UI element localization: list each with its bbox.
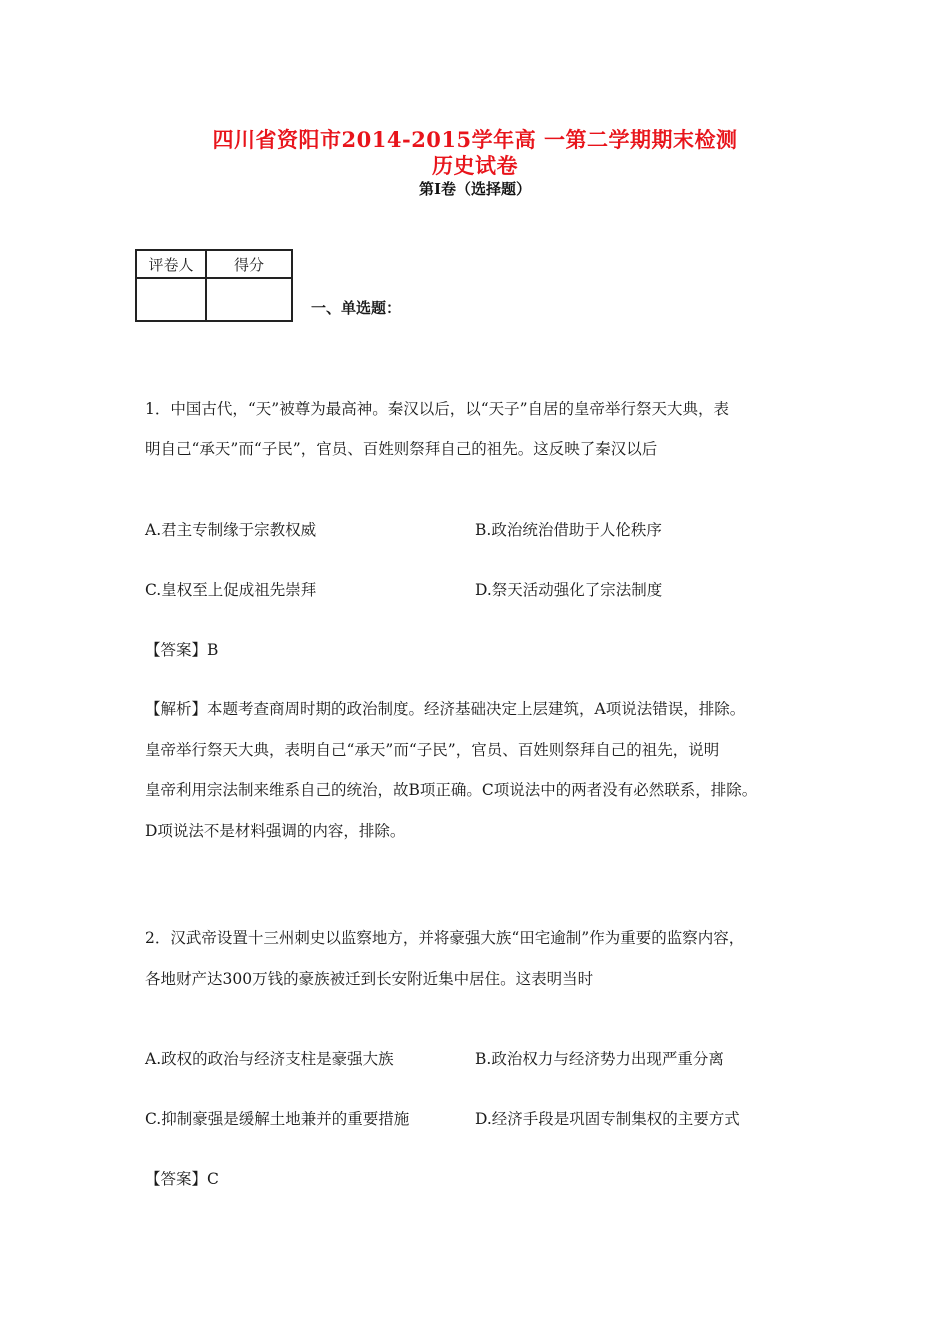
question-1-option-d: D.祭天活动强化了宗法制度 — [475, 581, 663, 599]
question-2-stem-line: 2．汉武帝设置十三州刺史以监察地方，并将豪强大族“田宅逾制”作为重要的监察内容， — [145, 929, 745, 947]
question-1-analysis-line: 皇帝利用宗法制来维系自己的统治，故B项正确。C项说法中的两者没有必然联系，排除。 — [145, 781, 758, 799]
question-1-analysis-line: 皇帝举行祭天大典，表明自己“承天”而“子民”，官员、百姓则祭拜自己的祖先，说明 — [145, 741, 720, 759]
question-2-answer: 【答案】C — [145, 1170, 219, 1188]
question-1-stem-line: 1．中国古代，“天”被尊为最高神。秦汉以后，以“天子”自居的皇帝举行祭天大典，表 — [145, 400, 730, 418]
volume-subtitle: 第Ⅰ卷（选择题） — [418, 180, 532, 198]
exam-subject-title: 历史试卷 — [432, 153, 518, 178]
score-cell[interactable] — [206, 278, 292, 321]
score-header: 得分 — [206, 250, 292, 278]
section-heading: 一、单选题： — [311, 299, 402, 317]
question-1-option-b: B.政治统治借助于人伦秩序 — [475, 521, 662, 539]
question-2-option-a: A.政权的政治与经济支柱是豪强大族 — [145, 1050, 394, 1068]
question-2-stem-line: 各地财产达300万钱的豪族被迁到长安附近集中居住。这表明当时 — [145, 970, 594, 988]
grader-score-table — [135, 249, 293, 322]
grader-header: 评卷人 — [136, 250, 206, 278]
exam-title: 四川省资阳市2014-2015学年高 一第二学期期末检测 — [212, 127, 738, 152]
question-1-option-c: C.皇权至上促成祖先崇拜 — [145, 581, 317, 599]
question-1-analysis-line: 【解析】本题考查商周时期的政治制度。经济基础决定上层建筑，A项说法错误，排除。 — [145, 700, 746, 718]
question-1-answer: 【答案】B — [145, 641, 219, 659]
question-2-option-d: D.经济手段是巩固专制集权的主要方式 — [475, 1110, 740, 1128]
grader-cell[interactable] — [136, 278, 206, 321]
question-1-stem-line: 明自己“承天”而“子民”，官员、百姓则祭拜自己的祖先。这反映了秦汉以后 — [145, 440, 658, 458]
question-2-option-b: B.政治权力与经济势力出现严重分离 — [475, 1050, 724, 1068]
question-1-option-a: A.君主专制缘于宗教权威 — [145, 521, 317, 539]
question-1-analysis-line: D项说法不是材料强调的内容，排除。 — [145, 822, 406, 840]
question-2-option-c: C.抑制豪强是缓解土地兼并的重要措施 — [145, 1110, 410, 1128]
